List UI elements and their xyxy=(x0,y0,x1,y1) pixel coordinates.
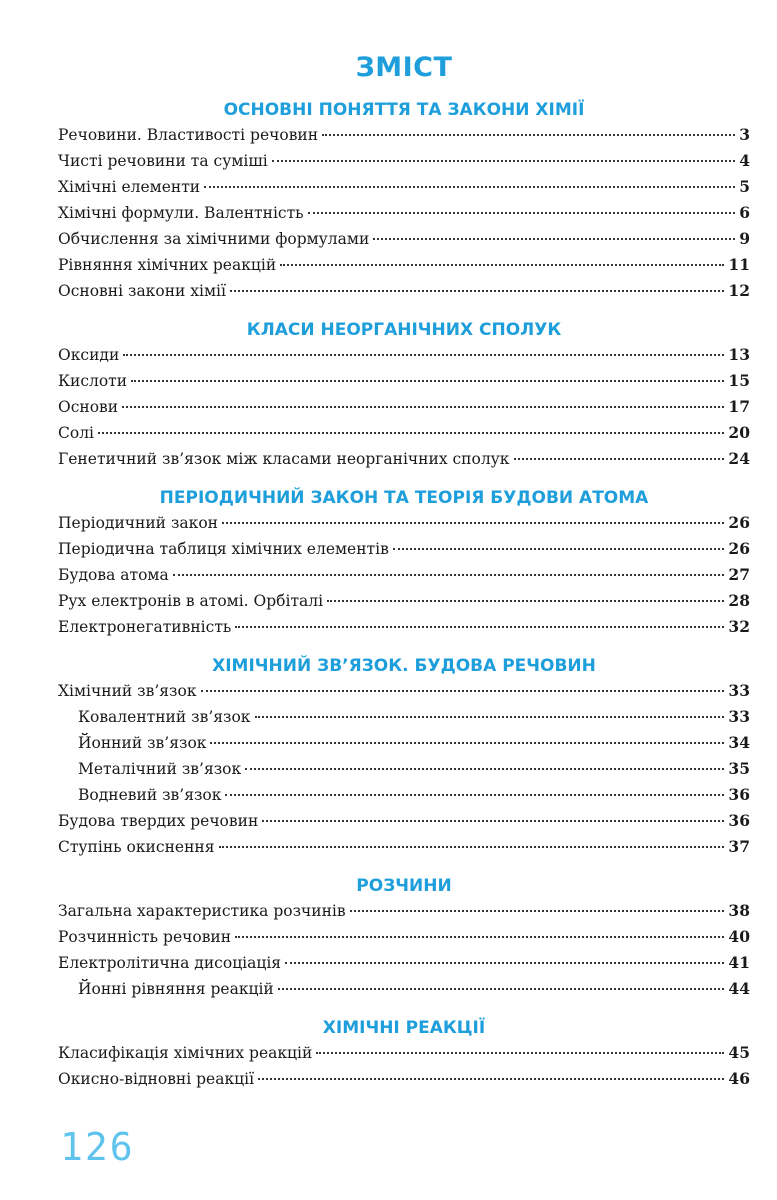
toc-entry-page: 34 xyxy=(728,733,750,752)
dot-leader xyxy=(210,742,724,744)
section-gap xyxy=(58,640,750,654)
dot-leader xyxy=(285,962,724,964)
toc-entry-page: 9 xyxy=(739,229,750,248)
section-gap xyxy=(58,472,750,486)
toc-entry[interactable] xyxy=(58,226,750,252)
toc-entry-page: 46 xyxy=(728,1069,750,1088)
dot-leader xyxy=(173,574,725,576)
dot-leader xyxy=(201,690,725,692)
toc-entry-page: 37 xyxy=(728,837,750,856)
dot-leader xyxy=(98,432,724,434)
toc-entry[interactable] xyxy=(58,1066,750,1092)
toc-entry[interactable] xyxy=(58,834,750,860)
toc-entry[interactable] xyxy=(58,730,750,756)
toc-entry-page: 26 xyxy=(728,539,750,558)
dot-leader xyxy=(245,768,724,770)
section-title: РОЗЧИНИ xyxy=(356,876,452,896)
toc-entry-page: 17 xyxy=(728,397,750,416)
toc-entry-page: 38 xyxy=(728,901,750,920)
section-title: ПЕРІОДИЧНИЙ ЗАКОН ТА ТЕОРІЯ БУДОВИ АТОМА xyxy=(159,488,649,508)
toc-entry-page: 27 xyxy=(728,565,750,584)
dot-leader xyxy=(235,936,724,938)
toc-entry-label: Періодична таблиця хімічних елементів xyxy=(58,540,389,558)
page-title: ЗМІСТ xyxy=(355,52,453,83)
toc-entry-label: Солі xyxy=(58,424,94,442)
toc-entry[interactable] xyxy=(58,446,750,472)
toc-entry[interactable] xyxy=(58,342,750,368)
toc-entry-label: Оксиди xyxy=(58,346,120,364)
toc-entry[interactable] xyxy=(58,976,750,1002)
toc-entry[interactable] xyxy=(58,898,750,924)
toc-entry[interactable] xyxy=(58,420,750,446)
toc-entry-label: Ковалентний зв’язок xyxy=(78,708,251,726)
dot-leader xyxy=(322,134,735,136)
toc-entry[interactable] xyxy=(58,252,750,278)
toc-entry-label: Окисно-відновні реакції xyxy=(58,1070,255,1088)
toc-entry-page: 6 xyxy=(739,203,750,222)
toc-entry-label: Обчислення за хімічними формулами xyxy=(58,230,370,248)
toc-entry-label: Хімічний зв’язок xyxy=(58,682,197,700)
dot-leader xyxy=(308,212,736,214)
toc-entry-label: Чисті речовини та суміші xyxy=(58,152,268,170)
toc-entry-page: 36 xyxy=(728,785,750,804)
toc-entry[interactable] xyxy=(58,924,750,950)
dot-leader xyxy=(350,910,725,912)
toc-entry[interactable] xyxy=(58,278,750,304)
toc-entry-label: Рух електронів в атомі. Орбіталі xyxy=(58,592,324,610)
dot-leader xyxy=(230,290,724,292)
toc-entry-page: 12 xyxy=(728,281,750,300)
toc-entry-label: Рівняння хімічних реакцій xyxy=(58,256,277,274)
dot-leader xyxy=(225,794,724,796)
toc-entry-label: Основи xyxy=(58,398,119,416)
dot-leader xyxy=(272,160,736,162)
toc-entry[interactable] xyxy=(58,536,750,562)
toc-entry[interactable] xyxy=(58,368,750,394)
toc-entry-label: Хімічні формули. Валентність xyxy=(58,204,304,222)
dot-leader xyxy=(373,238,735,240)
dot-leader xyxy=(222,522,724,524)
toc-entry[interactable] xyxy=(58,678,750,704)
toc-entry[interactable] xyxy=(58,200,750,226)
section-title: ХІМІЧНИЙ ЗВ’ЯЗОК. БУДОВА РЕЧОВИН xyxy=(212,656,596,676)
dot-leader xyxy=(393,548,725,550)
toc-entry-page: 45 xyxy=(728,1043,750,1062)
dot-leader xyxy=(235,626,724,628)
dot-leader xyxy=(255,716,725,718)
toc-entry-page: 24 xyxy=(728,449,750,468)
toc-entry-label: Будова твердих речовин xyxy=(58,812,259,830)
toc-entry-label: Електронегативність xyxy=(58,618,232,636)
toc-entry-page: 40 xyxy=(728,927,750,946)
page-number: 126 xyxy=(60,1125,135,1169)
toc-entry[interactable] xyxy=(58,394,750,420)
toc-entry-page: 41 xyxy=(728,953,750,972)
toc-entry-page: 32 xyxy=(728,617,750,636)
dot-leader xyxy=(122,406,724,408)
toc-entry[interactable] xyxy=(58,808,750,834)
dot-leader xyxy=(131,380,724,382)
toc-entry[interactable] xyxy=(58,562,750,588)
toc-entry-label: Електролітична дисоціація xyxy=(58,954,282,972)
toc-entry-page: 44 xyxy=(728,979,750,998)
toc-entry-page: 4 xyxy=(739,151,750,170)
toc-entry-page: 35 xyxy=(728,759,750,778)
dot-leader xyxy=(123,354,724,356)
toc-entry[interactable] xyxy=(58,148,750,174)
toc-entry-page: 3 xyxy=(739,125,750,144)
toc-entry[interactable] xyxy=(58,614,750,640)
toc-entry-label: Генетичний зв’язок між класами неорганічних сполук xyxy=(58,450,510,468)
toc-entry-label: Речовини. Властивості речовин xyxy=(58,126,319,144)
toc-entry-page: 15 xyxy=(728,371,750,390)
toc-entry[interactable] xyxy=(58,756,750,782)
toc-entry[interactable] xyxy=(58,782,750,808)
toc-entry-label: Ступінь окиснення xyxy=(58,838,215,856)
dot-leader xyxy=(278,988,725,990)
toc-entry[interactable] xyxy=(58,122,750,148)
toc-entry-label: Металічний зв’язок xyxy=(78,760,242,778)
dot-leader xyxy=(204,186,735,188)
toc-entry-label: Основні закони хімії xyxy=(58,282,226,300)
dot-leader xyxy=(316,1052,724,1054)
toc-entry[interactable] xyxy=(58,1040,750,1066)
toc-entry[interactable] xyxy=(58,704,750,730)
toc-entry-label: Йонний зв’язок xyxy=(78,734,207,752)
table-of-contents xyxy=(58,98,750,1092)
toc-entry[interactable] xyxy=(58,588,750,614)
toc-entry-label: Будова атома xyxy=(58,566,169,584)
section-title: КЛАСИ НЕОРГАНІЧНИХ СПОЛУК xyxy=(246,320,562,340)
toc-entry-label: Водневий зв’язок xyxy=(78,786,222,804)
dot-leader xyxy=(327,600,724,602)
toc-entry-page: 11 xyxy=(728,255,750,274)
toc-entry-page: 33 xyxy=(728,681,750,700)
toc-entry-page: 28 xyxy=(728,591,750,610)
section-gap xyxy=(58,304,750,318)
toc-entry-page: 36 xyxy=(728,811,750,830)
toc-entry-page: 33 xyxy=(728,707,750,726)
section-gap xyxy=(58,860,750,874)
dot-leader xyxy=(258,1078,724,1080)
toc-entry-label: Кислоти xyxy=(58,372,128,390)
toc-entry-label: Розчинність речовин xyxy=(58,928,232,946)
toc-entry[interactable] xyxy=(58,510,750,536)
section-title: ОСНОВНІ ПОНЯТТЯ ТА ЗАКОНИ ХІМІЇ xyxy=(223,100,585,120)
toc-entry-label: Класифікація хімічних реакцій xyxy=(58,1044,313,1062)
toc-entry-page: 5 xyxy=(739,177,750,196)
dot-leader xyxy=(514,458,725,460)
section-title: ХІМІЧНІ РЕАКЦІЇ xyxy=(322,1018,486,1038)
toc-entry-page: 26 xyxy=(728,513,750,532)
dot-leader xyxy=(280,264,724,266)
toc-entry[interactable] xyxy=(58,174,750,200)
toc-entry-page: 20 xyxy=(728,423,750,442)
toc-entry-label: Періодичний закон xyxy=(58,514,218,532)
toc-entry-label: Йонні рівняння реакцій xyxy=(78,980,274,998)
toc-entry-label: Хімічні елементи xyxy=(58,178,201,196)
toc-entry[interactable] xyxy=(58,950,750,976)
toc-entry-page: 13 xyxy=(728,345,750,364)
section-gap xyxy=(58,1002,750,1016)
dot-leader xyxy=(262,820,724,822)
dot-leader xyxy=(219,846,725,848)
toc-entry-label: Загальна характеристика розчинів xyxy=(58,902,346,920)
